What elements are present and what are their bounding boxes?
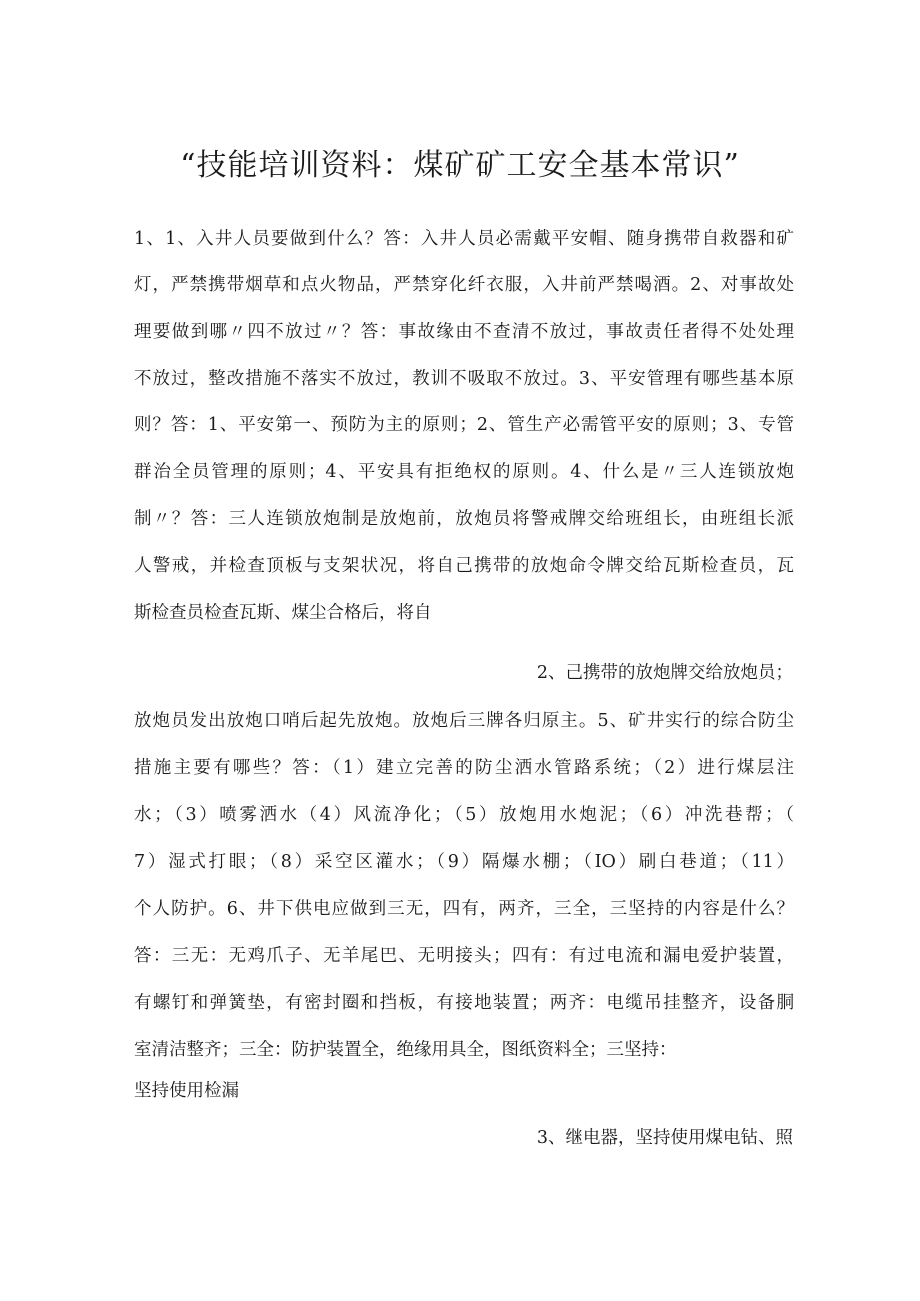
- paragraph-line: 理要做到哪〃四不放过〃？答：事故缘由不查清不放过，事故责任者得不处处理: [134, 322, 794, 342]
- paragraph-line: 2、己携带的放炮牌交给放炮员；: [536, 663, 793, 683]
- paragraph-line: 不放过，整改措施不落实不放过，教训不吸取不放过。3、平安管理有哪些基本原: [134, 369, 794, 389]
- paragraph-line: 措施主要有哪些？答：（1）建立完善的防尘洒水管路系统；（2）进行煤层注: [134, 758, 794, 778]
- paragraph-line: 放炮员发出放炮口哨后起先放炮。放炮后三牌各归原主。5、矿井实行的综合防尘: [134, 711, 794, 731]
- paragraph-line: 则？答：1、平安第一、预防为主的原则；2、管生产必需管平安的原则；3、专管: [134, 415, 794, 435]
- paragraph-line: 制〃？答：三人连锁放炮制是放炮前，放炮员将警戒牌交给班组长，由班组长派: [134, 509, 794, 529]
- paragraph-line: 水；（3）喷雾洒水（4）风流净化；（5）放炮用水炮泥；（6）冲洗巷帮；（: [134, 805, 794, 825]
- paragraph-line: 坚持使用检漏: [134, 1081, 239, 1101]
- paragraph-line: 1、1、入井人员要做到什么？答：入井人员必需戴平安帽、随身携带自救器和矿: [134, 229, 794, 249]
- document-title: “技能培训资料：煤矿矿工安全基本常识”: [180, 148, 740, 183]
- paragraph-line: 个人防护。6、井下供电应做到三无，四有，两齐，三全，三坚持的内容是什么？: [134, 899, 794, 919]
- paragraph-line: 灯，严禁携带烟草和点火物品，严禁穿化纤衣服，入井前严禁喝酒。2、对事故处: [134, 275, 794, 295]
- paragraph-line: 7）湿式打眼；（8）采空区灌水；（9）隔爆水棚；（IO）刷白巷道；（11）: [134, 852, 794, 872]
- paragraph-line: 3、继电器，坚持使用煤电钻、照: [536, 1128, 793, 1148]
- paragraph-line: 有螺钉和弹簧垫，有密封圈和挡板，有接地装置；两齐：电缆吊挂整齐，设备胴: [134, 993, 794, 1013]
- paragraph-line: 斯检查员检查瓦斯、煤尘合格后，将自: [134, 603, 432, 623]
- paragraph-line: 室清洁整齐；三全：防护装置全，绝缘用具全，图纸资料全；三坚持：: [134, 1040, 677, 1060]
- paragraph-line: 群治全员管理的原则；4、平安具有拒绝权的原则。4、什么是〃三人连锁放炮: [134, 462, 794, 482]
- paragraph-line: 答：三无：无鸡爪子、无羊尾巴、无明接头；四有：有过电流和漏电爱护装置，: [134, 946, 794, 966]
- paragraph-line: 人警戒，并检查顶板与支架状况，将自己携带的放炮命令牌交给瓦斯检查员，瓦: [134, 556, 794, 576]
